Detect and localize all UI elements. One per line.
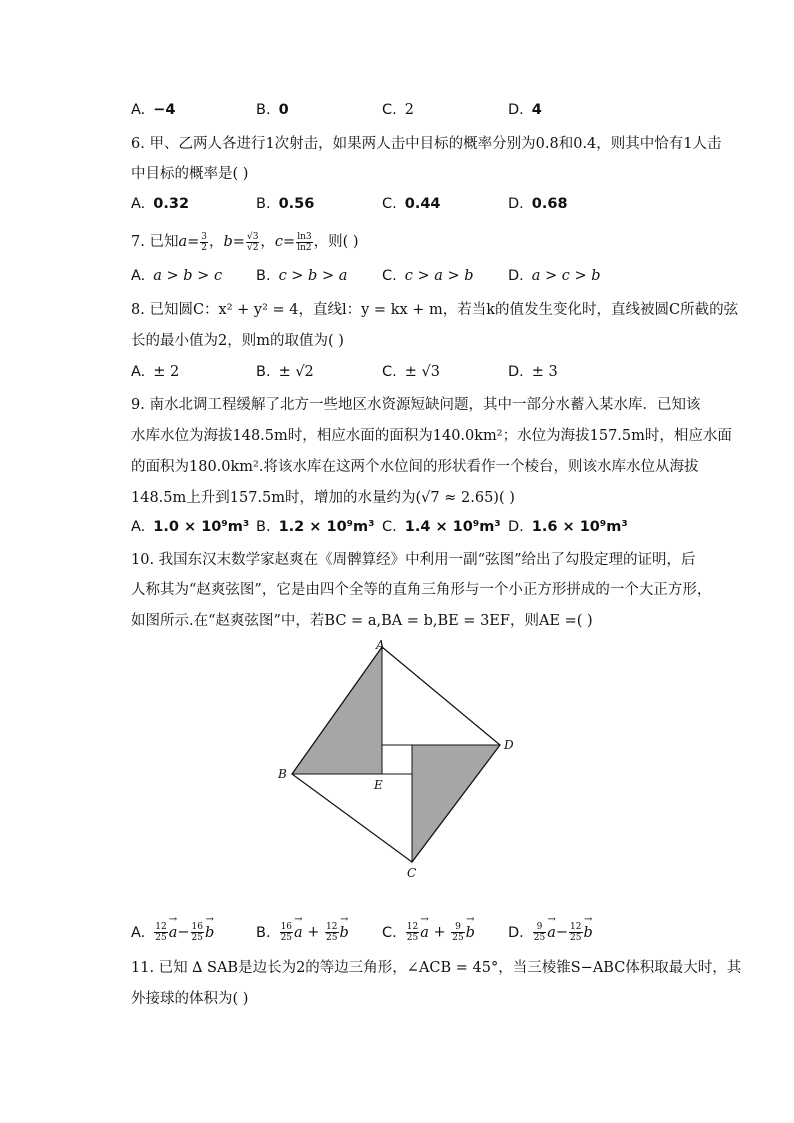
q10-stem-line-1: 10. 我国东汉末数学家赵爽在《周髀算经》中利用一副“弦图”给出了勾股定理的证明，后 [131, 552, 696, 568]
q7-prefix: 7. 已知 [131, 234, 179, 250]
q7-frac-a: $\frac{3}{2}$ [201, 231, 207, 253]
q5-options [131, 102, 691, 124]
q6-stem-line-2: 中目标的概率是( ) [131, 166, 249, 182]
q8-stem-line-2: 长的最小值为2，则m的取值为( ) [131, 333, 344, 349]
q10-option-b[interactable]: B. $\frac{16}{25}$ → a + $\frac{12}{25}$ → b [256, 922, 349, 943]
label-e: E [374, 778, 383, 792]
q8-stem-line-1: 8. 已知圆C：x² + y² = 4，直线l：y = kx + m，若当k的值发生变化时，直线被圆C所截的弦 [131, 302, 739, 318]
q5-option-d[interactable]: D. 4 [508, 102, 542, 118]
q7-option-c[interactable]: C. c > a > b [382, 268, 474, 284]
q7-option-b[interactable]: B. c > b > a [256, 268, 348, 284]
q8-option-a[interactable]: A. ± 2 [131, 364, 180, 380]
q8-option-d[interactable]: D. ± 3 [508, 364, 558, 380]
q9-stem-line-3: 的面积为180.0km².将该水库在这两个水位间的形状看作一个棱台，则该水库水位从海拔 [131, 459, 699, 475]
q9-stem-line-2: 水库水位为海拔148.5m时，相应水面的面积为140.0km²；水位为海拔157.5m时，相应水面 [131, 428, 732, 444]
q10-option-c[interactable]: C. $\frac{12}{25}$ → a + $\frac{9}{25}$ → b [382, 922, 475, 943]
q9-stem-line-1: 9. 南水北调工程缓解了北方一些地区水资源短缺问题，其中一部分水蓄入某水库．已知该 [131, 397, 701, 413]
q7-option-d[interactable]: D. a > c > b [508, 268, 601, 284]
q9-stem-line-4: 148.5m上升到157.5m时，增加的水量约为(√7 ≈ 2.65)( ) [131, 490, 515, 506]
q10-stem-line-3: 如图所示.在“赵爽弦图”中，若BC = a,BA = b,BE = 3EF，则AE =( ) [131, 613, 593, 629]
q6-options [131, 196, 691, 218]
q10-stem-line-2: 人称其为“赵爽弦图”，它是由四个全等的直角三角形与一个小正方形拼成的一个大正方形， [131, 582, 712, 598]
q11-stem-line-1: 11. 已知 ∆ SAB是边长为2的等边三角形，∠ACB = 45°，当三棱锥S−ABC体积取最大时，其 [131, 960, 742, 976]
q10-option-a[interactable]: A. $\frac{12}{25}$ → a− $\frac{16}{25}$ → b [131, 922, 214, 943]
q6-option-c[interactable]: C. 0.44 [382, 196, 441, 212]
q7-stem: 7. 已知a= $\frac{3}{2}$ ，b= $\frac{√3}{√2}$ ，c= $\frac{\ln 3}{\ln 2}$ ，则( ) [131, 231, 359, 253]
q8-option-b[interactable]: B. ± √2 [256, 364, 314, 380]
q10-option-d[interactable]: D. $\frac{9}{25}$ → a− $\frac{12}{25}$ → b [508, 922, 593, 943]
q8-options [131, 364, 691, 386]
label-a: A [376, 638, 385, 652]
q9-option-a[interactable]: A. 1.0 × 10⁹m³ [131, 519, 250, 535]
q6-stem-line-1: 6. 甲、乙两人各进行1次射击，如果两人击中目标的概率分别为0.8和0.4，则其中恰有1人击 [131, 136, 722, 152]
zhao-shuang-figure [270, 637, 520, 882]
q5-option-a[interactable]: A. −4 [131, 102, 176, 118]
label-b: B [278, 767, 287, 781]
q6-option-d[interactable]: D. 0.68 [508, 196, 568, 212]
label-c: C [407, 866, 417, 880]
q7-frac-b: $\frac{√3}{√2}$ [246, 231, 259, 253]
q10-options [131, 922, 691, 952]
q9-option-b[interactable]: B. 1.2 × 10⁹m³ [256, 519, 375, 535]
q9-options [131, 519, 691, 541]
q6-option-a[interactable]: A. 0.32 [131, 196, 190, 212]
q6-option-b[interactable]: B. 0.56 [256, 196, 315, 212]
q7-options [131, 268, 691, 290]
q9-option-c[interactable]: C. 1.4 × 10⁹m³ [382, 519, 501, 535]
q7-frac-c: $\frac{\ln 3}{\ln 2}$ [297, 231, 312, 253]
q8-option-c[interactable]: C. ± √3 [382, 364, 440, 380]
label-d: D [504, 738, 514, 752]
q11-stem-line-2: 外接球的体积为( ) [131, 991, 249, 1007]
q7-option-a[interactable]: A. a > b > c [131, 268, 223, 284]
q5-option-b[interactable]: B. 0 [256, 102, 289, 118]
q5-option-c[interactable]: C. 2 [382, 102, 414, 118]
q7-suffix: ，则( ) [313, 234, 359, 250]
q9-option-d[interactable]: D. 1.6 × 10⁹m³ [508, 519, 628, 535]
